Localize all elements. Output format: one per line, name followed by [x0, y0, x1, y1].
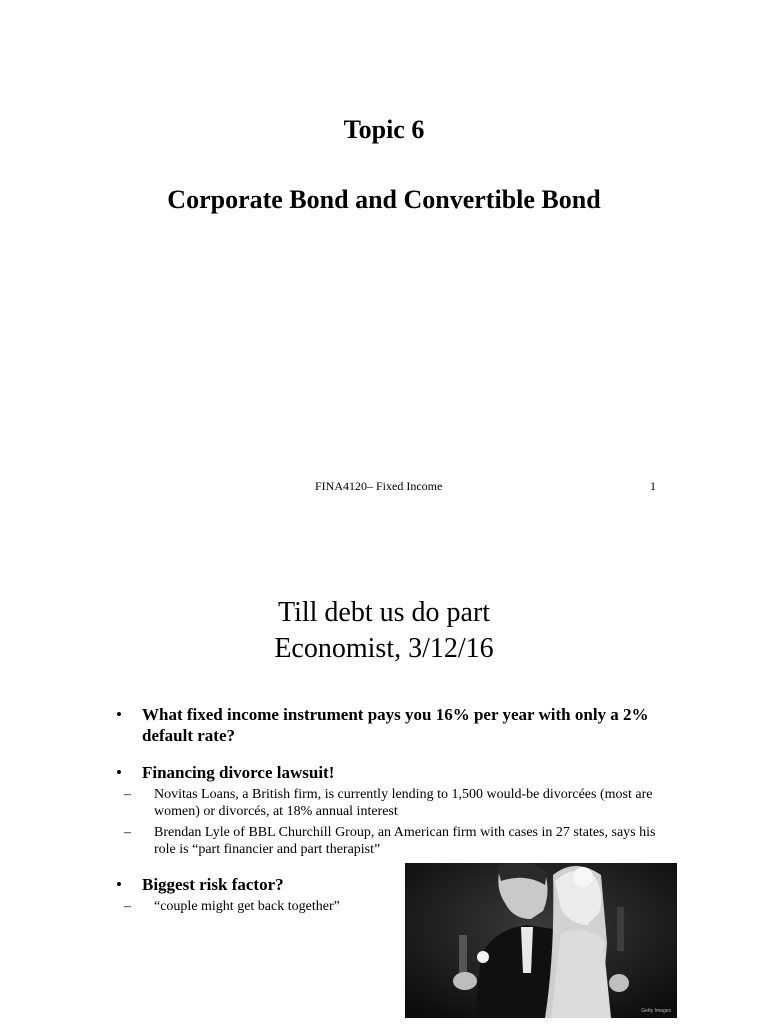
bullet-glyph: • — [116, 875, 122, 894]
bullet-glyph: • — [116, 763, 122, 782]
bullet-glyph: • — [116, 705, 122, 724]
bullet-text: What fixed income instrument pays you 16% per year with only a 2% default rate? — [142, 705, 649, 745]
sub-text: Novitas Loans, a British firm, is currently lending to 1,500 would-be divorcées (most are women) or divorcés, at 18% annual interest — [154, 787, 653, 819]
slide2-title-line1: Till debt us do part — [277, 597, 491, 628]
slide1-footer-course: FINA4120– Fixed Income — [315, 479, 443, 493]
bullet-item — [116, 704, 676, 746]
dash-glyph: – — [124, 825, 131, 840]
slide1-footer-page: 1 — [650, 479, 656, 493]
couple-illustration — [405, 863, 677, 1018]
slide1-topic: Topic 6 — [343, 115, 425, 144]
sub-text: Brendan Lyle of BBL Churchill Group, an American firm with cases in 27 states, says his role is “part financier and part therapist” — [154, 825, 656, 857]
bullet-text: Biggest risk factor? — [142, 875, 284, 894]
dash-glyph: – — [124, 787, 131, 802]
dash-glyph: – — [124, 899, 131, 914]
sub-item — [124, 786, 676, 820]
slide2-title-line2: Economist, 3/12/16 — [274, 633, 494, 664]
bullet-item — [116, 762, 676, 783]
photo-credit: Getty Images — [641, 1008, 671, 1014]
bullet-text: Financing divorce lawsuit! — [142, 763, 335, 782]
slide1-title: Corporate Bond and Convertible Bond — [167, 185, 601, 214]
couple-photo — [405, 863, 677, 1018]
sub-item — [124, 824, 676, 858]
sub-text: “couple might get back together” — [154, 899, 340, 914]
